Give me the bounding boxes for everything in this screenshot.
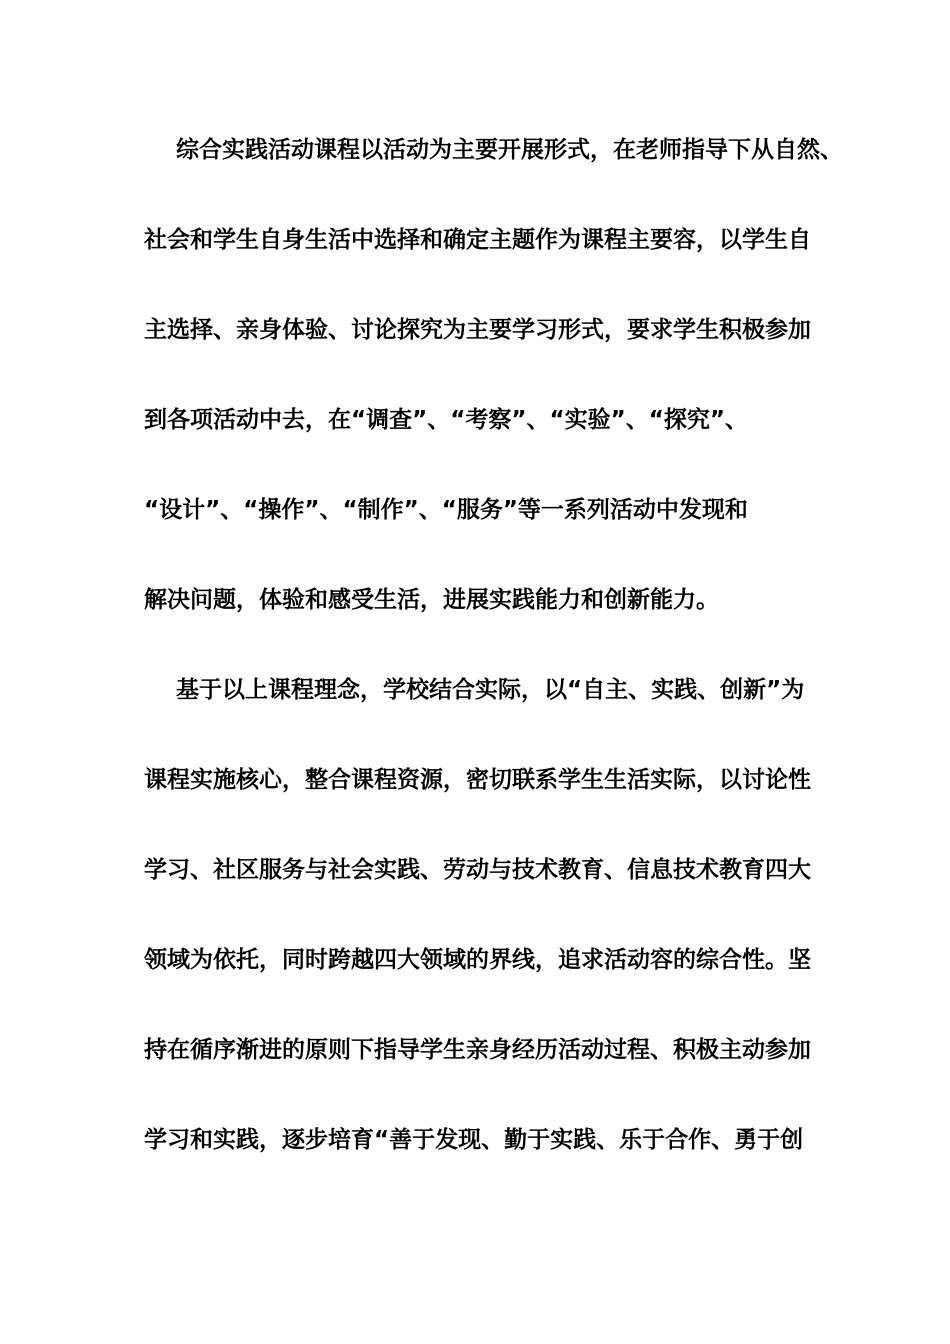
text-line: “设计”、“操作”、“制作”、“服务”等一系列活动中发现和 [144,497,748,523]
text-line: 学习、社区服务与社会实践、劳动与技术教育、信息技术教育四大 [144,857,811,883]
text-line: 课程实施核心，整合课程资源，密切联系学生生活实际，以讨论性 [144,767,811,793]
text-line: 学习和实践，逐步培育“善于发现、勤于实践、乐于合作、勇于创 [144,1127,804,1153]
text-line: 到各项活动中去，在“调查”、“考察”、“实验”、“探究”、 [144,407,748,433]
text-line: 基于以上课程理念，学校结合实际，以“自主、实践、创新”为 [176,677,805,703]
text-line: 社会和学生自身生活中选择和确定主题作为课程主要容，以学生自 [144,227,811,253]
text-line: 综合实践活动课程以活动为主要开展形式，在老师指导下从自然、 [176,137,843,163]
text-line: 持在循序渐进的原则下指导学生亲身经历活动过程、积极主动参加 [144,1037,811,1063]
text-line: 主选择、亲身体验、讨论探究为主要学习形式，要求学生积极参加 [144,317,811,343]
text-line: 解决问题，体验和感受生活，进展实践能力和创新能力。 [144,587,719,613]
text-line: 领域为依托，同时跨越四大领域的界线，追求活动容的综合性。坚 [144,947,811,973]
